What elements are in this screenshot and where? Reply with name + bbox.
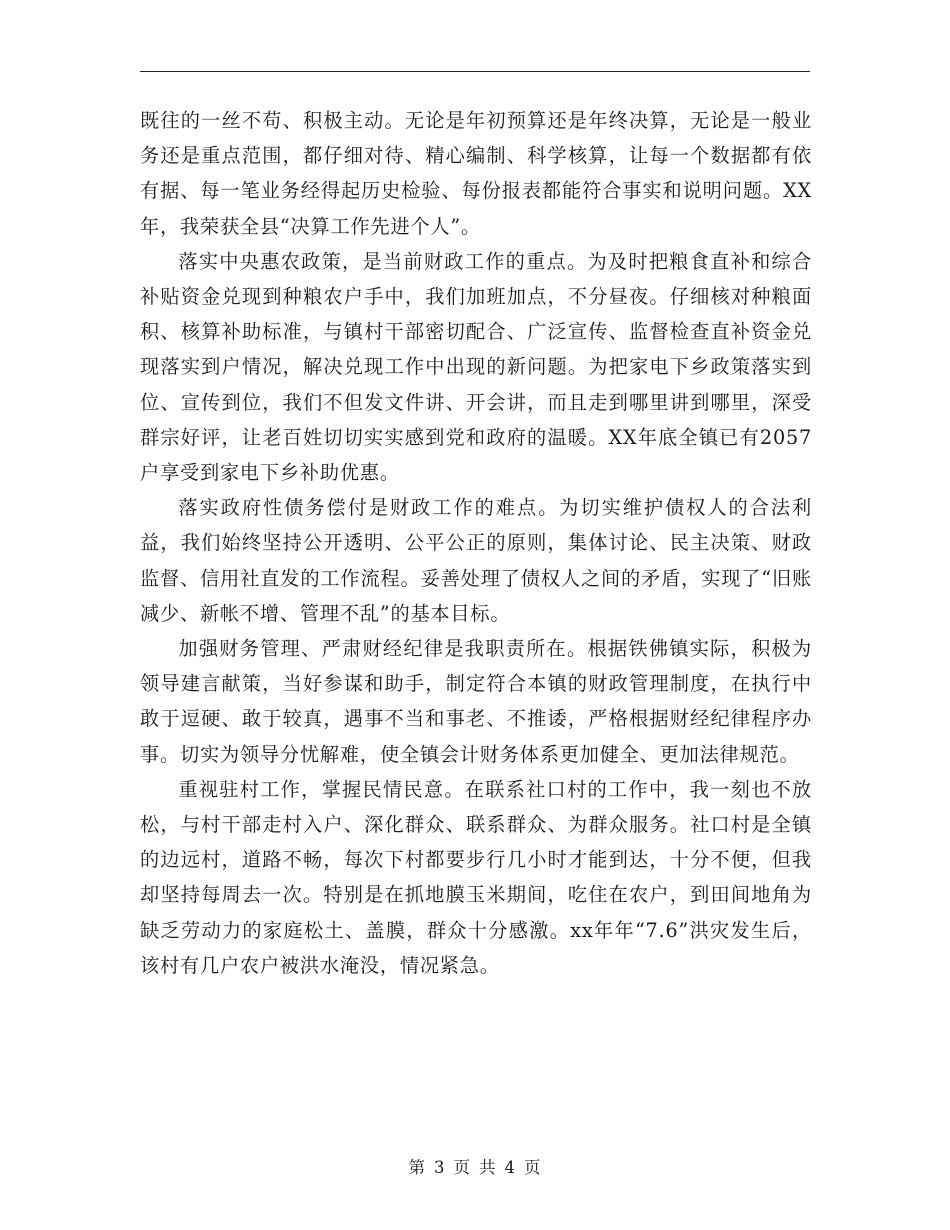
footer-suffix: 页 bbox=[524, 1158, 542, 1177]
page-footer bbox=[0, 1154, 950, 1178]
paragraph-2: 落实中央惠农政策，是当前财政工作的重点。为及时把粮食直补和综合补贴资金兑现到种粮农户手中，我们加班加点，不分昼夜。仔细核对种粮面积、核算补助标准，与镇村干部密切配合、广泛宣传、监督检查直补资金兑现落实到户情况，解决兑现工作中出现的新问题。为把家电下乡政策落实到位、宣传到位，我们不但发文件讲、开会讲，而且走到哪里讲到哪里，深受群宗好评，让老百姓切切实实感到党和政府的温暖。XX年底全镇已有2057户享受到家电下乡补助优惠。 bbox=[140, 249, 812, 485]
footer-total-pages: 4 bbox=[504, 1158, 516, 1177]
paragraph-5: 重视驻村工作，掌握民情民意。在联系社口村的工作中，我一刻也不放松，与村干部走村入户、深化群众、联系群众、为群众服务。社口村是全镇的边远村，道路不畅，每次下村都要步行几小时才能到达，十分不便，但我却坚持每周去一次。特别是在抓地膜玉米期间，吃住在农户，到田间地角为缺乏劳动力的家庭松土、盖膜，群众十分感激。xx年年“7.6”洪灾发生后，该村有几户农户被洪水淹没，情况紧急。 bbox=[140, 777, 812, 977]
paragraph-4: 加强财务管理、严肃财经纪律是我职责所在。根据铁佛镇实际，积极为领导建言献策，当好参谋和助手，制定符合本镇的财政管理制度，在执行中敢于逗硬、敢于较真，遇事不当和事老、不推诿，严格根据财经纪律程序办事。切实为领导分忧解难，使全镇会计财务体系更加健全、更加法律规范。 bbox=[140, 637, 812, 766]
paragraph-3: 落实政府性债务偿付是财政工作的难点。为切实维护债权人的合法利益，我们始终坚持公开透明、公平公正的原则，集体讨论、民主决策、财政监督、信用社直发的工作流程。妥善处理了债权人之间的矛盾，实现了“旧账减少、新帐不增、管理不乱”的基本目标。 bbox=[140, 496, 812, 625]
footer-prefix: 第 bbox=[408, 1158, 426, 1177]
footer-page-word: 页 bbox=[453, 1158, 471, 1177]
document-body bbox=[140, 103, 812, 983]
footer-current-page: 3 bbox=[434, 1158, 446, 1177]
paragraph-1: 既往的一丝不苟、积极主动。无论是年初预算还是年终决算，无论是一般业务还是重点范围，都仔细对待、精心编制、科学核算，让每一个数据都有依有据、每一笔业务经得起历史检验、每份报表都能符合事实和说明问题。XX年，我荣获全县“决算工作先进个人”。 bbox=[140, 109, 812, 238]
footer-total-word: 共 bbox=[479, 1158, 497, 1177]
header-rule bbox=[140, 71, 810, 72]
